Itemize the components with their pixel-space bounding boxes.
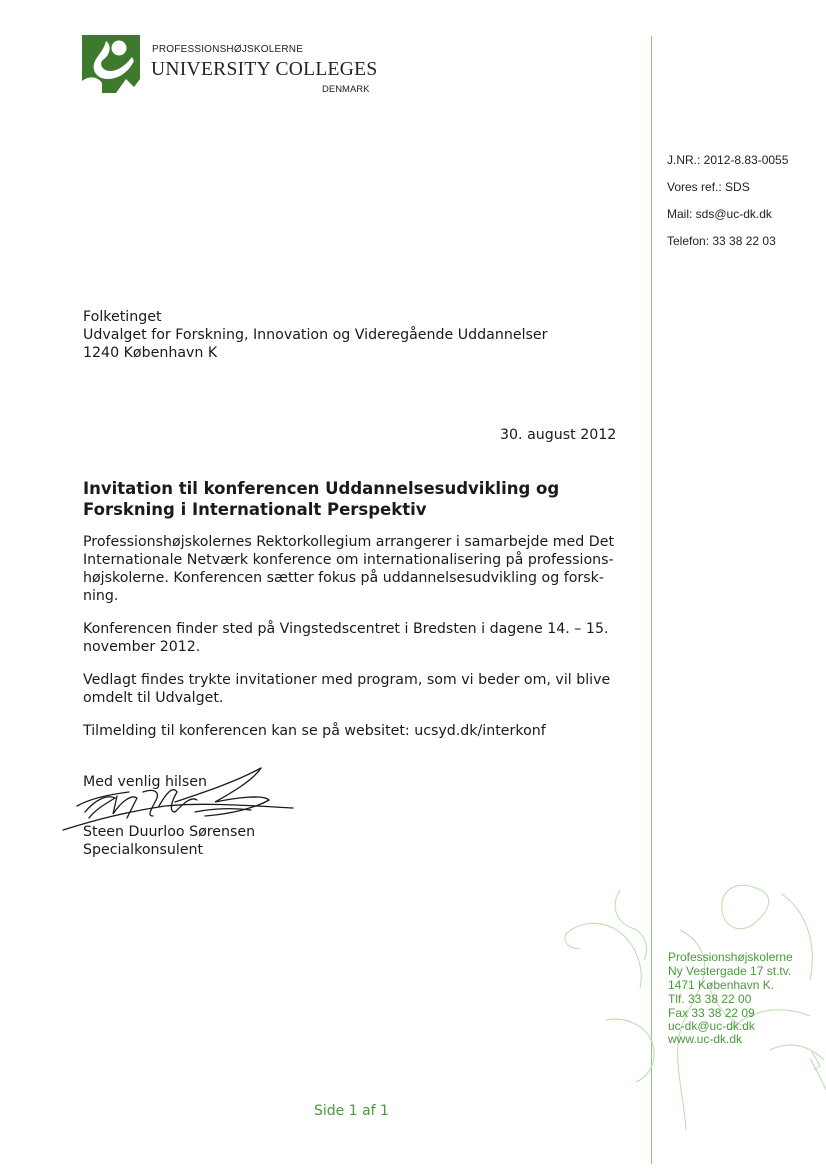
paragraph-3-line: Vedlagt findes trykte invitationer med program, som vi beder om, vil blive (83, 672, 611, 688)
address-website: www.uc-dk.dk (668, 1032, 743, 1046)
our-reference: Vores ref.: SDS (667, 180, 750, 194)
recipient-line-2: Udvalget for Forskning, Innovation og Videregående Uddannelser (83, 327, 548, 343)
mail-reference: Mail: sds@uc-dk.dk (667, 207, 772, 221)
recipient-line-3: 1240 København K (83, 345, 218, 361)
sender-name: Steen Duurloo Sørensen (83, 824, 256, 840)
paragraph-1-line: Internationale Netværk konference om internationalisering på professions- (83, 552, 614, 568)
letter-date: 30. august 2012 (500, 427, 617, 443)
sender-role: Specialkonsulent (83, 842, 204, 858)
letter-title-line-1: Invitation til konferencen Uddannelsesudvikling og (83, 479, 560, 498)
phone-reference: Telefon: 33 38 22 03 (667, 234, 776, 248)
paragraph-3-line: omdelt til Udvalget. (83, 690, 224, 706)
address-line-3: 1471 København K. (668, 978, 775, 992)
logo-small-text: PROFESSIONSHØJSKOLERNE (152, 44, 304, 55)
logo-country-text: DENMARK (322, 84, 370, 95)
journal-number: J.NR.: 2012-8.83-0055 (667, 153, 789, 167)
address-email: uc-dk@uc-dk.dk (668, 1019, 755, 1033)
paragraph-1-line: ning. (83, 588, 119, 604)
paragraph-2-line: november 2012. (83, 639, 201, 655)
address-fax: Fax 33 38 22 09 (668, 1006, 755, 1020)
closing-greeting: Med venlig hilsen (83, 774, 207, 790)
logo-big-text: UNIVERSITY COLLEGES (151, 59, 378, 80)
paragraph-2-line: Konferencen finder sted på Vingstedscentret i Bredsten i dagene 14. – 15. (83, 621, 609, 637)
paragraph-1-line: Professionshøjskolernes Rektorkollegium arrangerer i samarbejde med Det (83, 534, 615, 550)
university-colleges-logo-icon (82, 35, 140, 93)
paragraph-4: Tilmelding til konferencen kan se på websitet: ucsyd.dk/interkonf (83, 723, 546, 739)
page-number: Side 1 af 1 (314, 1103, 389, 1119)
recipient-line-1: Folketinget (83, 309, 162, 325)
address-phone: Tlf. 33 38 22 00 (668, 992, 752, 1006)
letter-title-line-2: Forskning i Internationalt Perspektiv (83, 500, 427, 519)
address-line-1: Professionshøjskolerne (668, 950, 793, 964)
address-line-2: Ny Vestergade 17 st.tv. (668, 964, 792, 978)
paragraph-1-line: højskolerne. Konferencen sætter fokus på uddannelsesudvikling og forsk- (83, 570, 604, 586)
